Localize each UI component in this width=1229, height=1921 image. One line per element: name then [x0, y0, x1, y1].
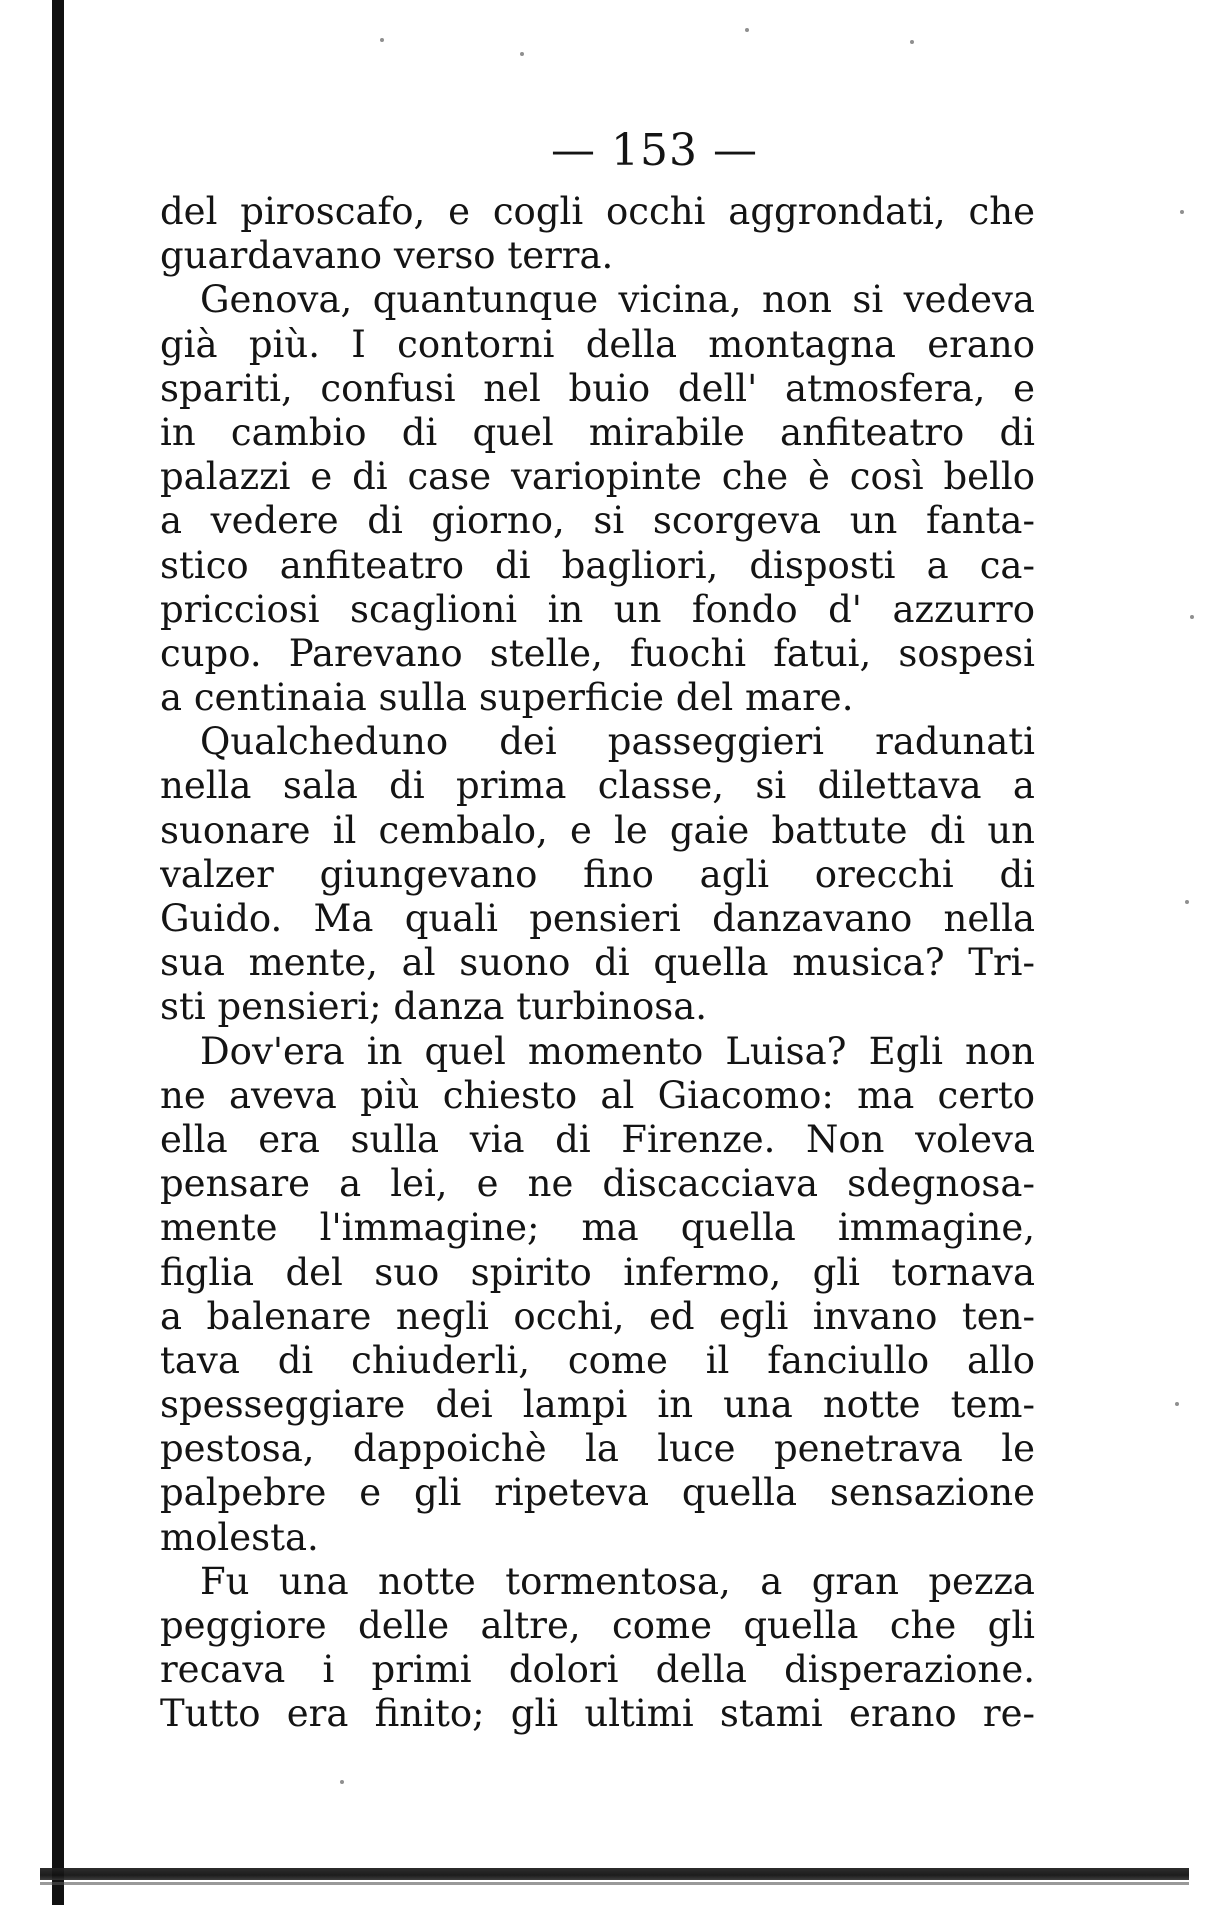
text-line: Genova, quantunque vicina, non si vedeva [200, 278, 1035, 322]
scan-speck [745, 28, 749, 32]
bottom-scan-border [40, 1868, 1189, 1880]
scan-speck [910, 40, 914, 44]
page-binding-edge [52, 0, 64, 1905]
text-line: sua mente, al suono di quella musica? Tri- [160, 941, 1035, 985]
text-line: stico anfiteatro di bagliori, disposti a ca- [160, 543, 1035, 587]
text-line: palpebre e gli ripeteva quella sensazione [160, 1471, 1035, 1515]
text-line: pestosa, dappoichè la luce penetrava le [160, 1427, 1035, 1471]
text-line: Dov'era in quel momento Luisa? Egli non [200, 1029, 1035, 1073]
text-line: pensare a lei, e ne discacciava sdegnosa- [160, 1162, 1035, 1206]
text-line: spariti, confusi nel buio dell' atmosfera, e [160, 366, 1035, 410]
scan-speck [1190, 615, 1194, 619]
scan-speck [1180, 210, 1184, 214]
text-line: suonare il cembalo, e le gaie battute di un [160, 808, 1035, 852]
text-line: Tutto era finito; gli ultimi stami erano re- [160, 1692, 1035, 1736]
text-line: figlia del suo spirito infermo, gli tornava [160, 1250, 1035, 1294]
text-line: tava di chiuderli, come il fanciullo allo [160, 1338, 1035, 1382]
text-line: recava i primi dolori della disperazione. [160, 1648, 1035, 1692]
scan-speck [340, 1780, 344, 1784]
text-line: molesta. [160, 1515, 319, 1559]
text-line: Qualcheduno dei passeggieri radunati [200, 720, 1035, 764]
text-line: a vedere di giorno, si scorgeva un fanta- [160, 499, 1035, 543]
text-line: Fu una notte tormentosa, a gran pezza [200, 1559, 1035, 1603]
scan-speck [1185, 900, 1189, 904]
text-line: sti pensieri; danza turbinosa. [160, 985, 708, 1029]
text-line: del piroscafo, e cogli occhi aggrondati, che [160, 190, 1035, 233]
text-line: a balenare negli occhi, ed egli invano ten- [160, 1294, 1035, 1338]
text-line: già più. I contorni della montagna erano [160, 322, 1035, 366]
scan-speck [1175, 1402, 1179, 1406]
page-number-label: — 153 — [551, 125, 758, 176]
text-line: nella sala di prima classe, si dilettava a [160, 764, 1035, 808]
bottom-scan-border-shadow [40, 1882, 1189, 1885]
text-line: valzer giungevano fino agli orecchi di [160, 852, 1035, 896]
text-line: ella era sulla via di Firenze. Non voleva [160, 1117, 1035, 1161]
text-line: ne aveva più chiesto al Giacomo: ma certo [160, 1073, 1035, 1117]
text-line: a centinaia sulla superficie del mare. [160, 676, 854, 720]
text-line: palazzi e di case variopinte che è così bello [160, 455, 1035, 499]
text-line: guardavano verso terra. [160, 234, 614, 278]
scan-speck [520, 52, 524, 56]
text-line: in cambio di quel mirabile anfiteatro di [160, 410, 1035, 454]
text-line: peggiore delle altre, come quella che gli [160, 1604, 1035, 1647]
text-line: Guido. Ma quali pensieri danzavano nella [160, 897, 1035, 940]
text-line: spesseggiare dei lampi in una notte tem- [160, 1383, 1035, 1427]
text-line: cupo. Parevano stelle, fuochi fatui, sospesi [160, 631, 1035, 675]
body-text [160, 190, 1035, 1737]
text-line: mente l'immagine; ma quella immagine, [160, 1206, 1035, 1250]
scan-speck [380, 38, 384, 42]
text-line: pricciosi scaglioni in un fondo d' azzurro [160, 587, 1035, 631]
page-number [0, 125, 1229, 176]
